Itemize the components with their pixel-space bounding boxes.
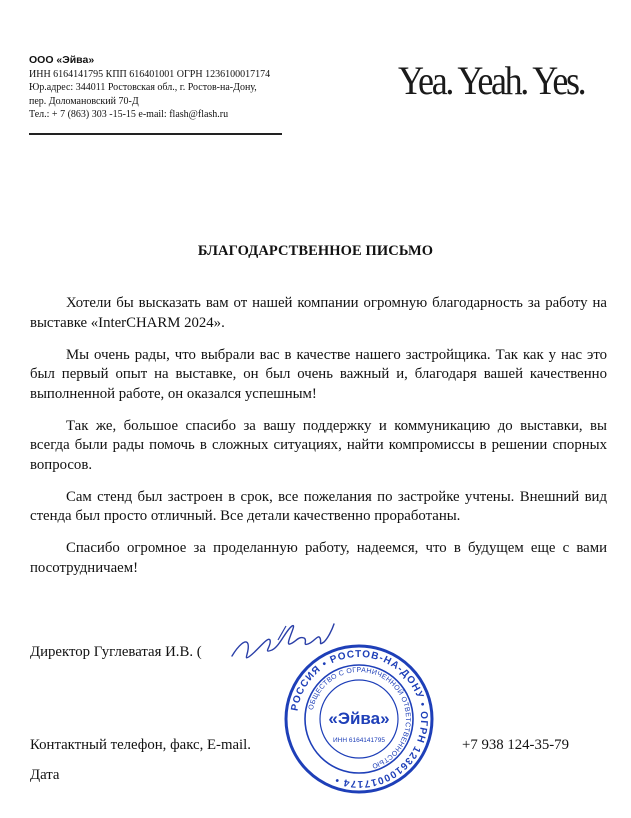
company-stamp-icon: [282, 642, 436, 796]
paragraph: Сам стенд был застроен в срок, все пожелания по застройке учтены. Внешний вид стенда был просто отличный. Все детали качественно проработаны.: [30, 488, 607, 525]
header-divider: [29, 133, 282, 135]
company-requisites: ИНН 6164141795 КПП 616401001 ОГРН 1236100017174: [29, 68, 271, 80]
contact-phone: +7 938 124-35-79: [462, 737, 569, 753]
stamp-inner-ring-text: ОБЩЕСТВО С ОГРАНИЧЕННОЙ ОТВЕТСТВЕННОСТЬЮ: [307, 666, 412, 770]
company-header: [29, 54, 270, 122]
stamp-center-text: «Эйва»: [328, 709, 390, 728]
contact-label: Контактный телефон, факс, E-mail.: [30, 737, 251, 753]
stamp-inn-text: ИНН 6164141795: [332, 737, 386, 744]
director-line: Директор Гуглеватая И.В. (: [30, 644, 202, 660]
company-address-street: пер. Доломановский 70-Д: [29, 95, 139, 107]
paragraph: Мы очень рады, что выбрали вас в качестве нашего застройщика. Так как у нас это был первый опыт на выставке, он был очень важный и, благодаря вашей качественно выполненной работе, он оказался успешным!: [30, 346, 607, 402]
stamp-ring-text: РОССИЯ • РОСТОВ-НА-ДОНУ • ОГРН 1236100017174 •: [289, 648, 430, 790]
paragraph: Спасибо огромное за проделанную работу, надеемся, что в будущем еще с вами посотрудничаем!: [30, 540, 607, 576]
letter-title: БЛАГОДАРСТВЕННОЕ ПИСЬМО: [197, 243, 434, 259]
company-logo: Yea. Yeah. Yes.: [398, 58, 585, 103]
paragraph: Хотели бы высказать вам от нашей компании огромную благодарность за работу на выставке «InterCHARM 2024».: [30, 295, 607, 331]
company-name: ООО «Эйва»: [29, 54, 95, 66]
date-label: Дата: [30, 767, 60, 783]
letter-body: [30, 294, 607, 591]
company-address: Юр.адрес: 344011 Ростовская обл., г. Ростов-на-Дону,: [29, 82, 257, 94]
paragraph: Так же, большое спасибо за вашу поддержку и коммуникацию до выставки, вы всегда были рады помочь в сложных ситуациях, найти компромиссы в решении спорных вопросов.: [30, 417, 607, 473]
company-contacts: Тел.: + 7 (863) 303 -15-15 e-mail: flash@flash.ru: [29, 109, 229, 121]
